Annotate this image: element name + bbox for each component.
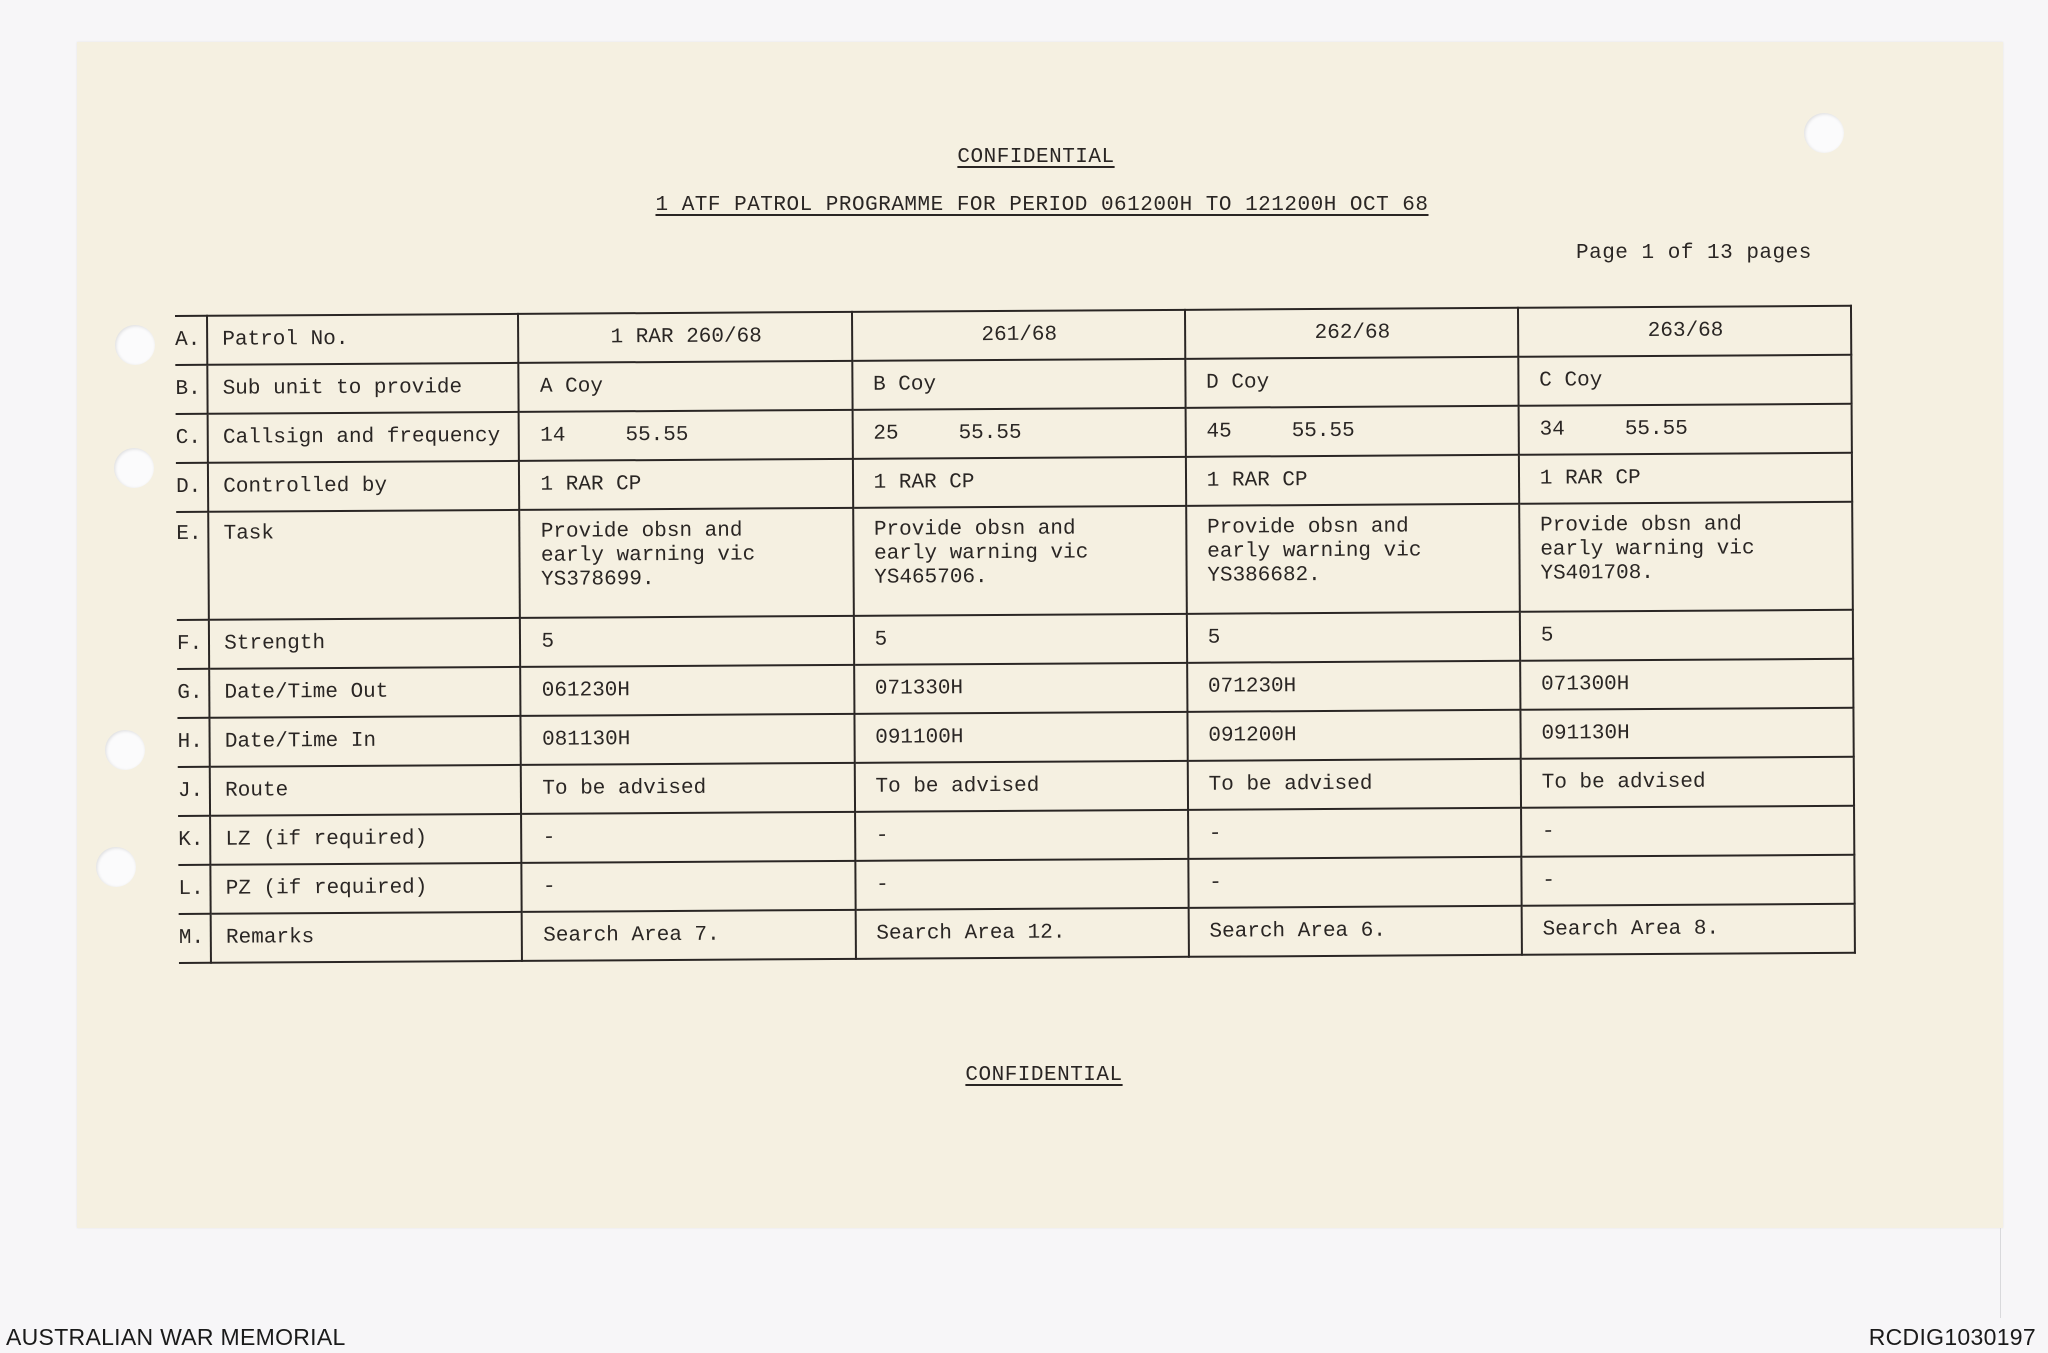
table-cell: To be advised (1521, 757, 1854, 808)
table-cell: 5 (1520, 610, 1853, 661)
table-cell: B Coy (852, 359, 1185, 410)
task-line: YS401708. (1540, 561, 1654, 586)
callsign-cell (519, 410, 852, 461)
callsign-cell (1185, 406, 1518, 457)
patrol-number: 1 RAR 260/68 (518, 312, 851, 363)
row-label: Date/Time Out (209, 667, 521, 718)
table-cell: C Coy (1518, 355, 1851, 406)
classification-top: CONFIDENTIAL (957, 146, 1115, 169)
punch-hole (105, 730, 145, 770)
callsign-cell (1518, 404, 1851, 455)
task-line: YS465706. (874, 566, 988, 590)
punch-hole (114, 448, 154, 488)
row-letter: B. (175, 365, 208, 414)
punch-hole (96, 847, 136, 887)
row-letter: M. (179, 914, 212, 963)
archive-id: RCDIG1030197 (1868, 1324, 2036, 1350)
scan-edge (2000, 1228, 2001, 1318)
row-letter: E. (176, 512, 209, 620)
row-label: Patrol No. (207, 314, 519, 365)
row-label: Strength (209, 618, 521, 669)
table-cell: - (1521, 855, 1854, 906)
row-letter: G. (177, 669, 210, 718)
row-label: PZ (if required) (211, 863, 523, 914)
table-cell: 5 (520, 616, 853, 667)
row-letter: D. (176, 463, 209, 512)
task-line: early warning vic (873, 541, 1089, 566)
table-row-task (176, 502, 1853, 620)
table-cell: 091100H (854, 712, 1187, 763)
task-line: early warning vic (540, 543, 756, 568)
table-row-remarks (179, 904, 1855, 963)
frequency: 55.55 (1291, 419, 1355, 444)
table-cell: - (1188, 857, 1521, 908)
table-cell: Search Area 7. (522, 910, 855, 961)
table-cell: 1 RAR CP (1186, 455, 1519, 506)
table-cell: - (855, 810, 1188, 861)
table-cell: To be advised (521, 763, 854, 814)
row-letter: C. (176, 414, 209, 463)
row-label: Sub unit to provide (208, 363, 520, 414)
row-label: Remarks (211, 912, 523, 963)
table-cell: 091130H (1520, 708, 1853, 759)
table-cell: To be advised (1187, 759, 1520, 810)
task-cell (520, 508, 854, 618)
table-cell: 071230H (1187, 661, 1520, 712)
frequency: 55.55 (958, 421, 1022, 446)
table-cell: - (522, 861, 855, 912)
punch-hole (1804, 113, 1844, 153)
task-line: Provide obsn and (873, 517, 1076, 542)
row-letter: F. (177, 620, 210, 669)
patrol-number: 261/68 (852, 310, 1185, 361)
table-cell: 1 RAR CP (852, 457, 1185, 508)
row-label: Controlled by (208, 461, 520, 512)
row-label: Route (210, 765, 522, 816)
row-label: Task (208, 510, 520, 620)
callsign: 34 (1539, 418, 1565, 442)
table-cell: 061230H (521, 665, 854, 716)
table-cell: To be advised (854, 761, 1187, 812)
table-cell: 5 (1187, 612, 1520, 663)
table-cell: 071330H (854, 663, 1187, 714)
table-cell: 1 RAR CP (519, 459, 852, 510)
table-cell: 5 (853, 614, 1186, 665)
table-cell: - (522, 812, 855, 863)
task-line: Provide obsn and (1206, 515, 1409, 540)
classification-bottom: CONFIDENTIAL (965, 1064, 1123, 1087)
table-cell: Search Area 6. (1188, 906, 1521, 957)
row-letter: L. (178, 865, 211, 914)
task-cell (853, 506, 1187, 616)
row-letter: J. (178, 767, 211, 816)
row-letter: K. (178, 816, 211, 865)
row-label: LZ (if required) (210, 814, 522, 865)
task-cell (1519, 502, 1853, 612)
patrol-number: 262/68 (1185, 308, 1518, 359)
callsign: 45 (1206, 420, 1232, 444)
table-cell: - (1188, 808, 1521, 859)
task-line: YS378699. (541, 568, 655, 592)
patrol-number: 263/68 (1518, 306, 1851, 357)
page-info: Page 1 of 13 pages (1576, 242, 1812, 265)
table-cell: A Coy (519, 361, 852, 412)
task-line: YS386682. (1207, 564, 1321, 588)
task-cell (1186, 504, 1520, 614)
archive-credit: AUSTRALIAN WAR MEMORIAL (6, 1324, 346, 1350)
patrol-programme-table (175, 305, 1856, 964)
row-label: Date/Time In (210, 716, 522, 767)
table-cell: 071300H (1520, 659, 1853, 710)
task-line: Provide obsn and (1540, 513, 1742, 538)
task-line: Provide obsn and (540, 519, 743, 544)
callsign: 25 (873, 422, 899, 446)
table-cell: 081130H (521, 714, 854, 765)
callsign-cell (852, 408, 1185, 459)
frequency: 55.55 (625, 423, 689, 448)
table-cell: 1 RAR CP (1519, 453, 1852, 504)
row-label: Callsign and frequency (208, 412, 520, 463)
callsign: 14 (540, 424, 566, 448)
row-letter: A. (175, 316, 208, 365)
table-cell: - (1521, 806, 1854, 857)
task-line: early warning vic (1540, 537, 1755, 562)
table-cell: D Coy (1185, 357, 1518, 408)
table-cell: Search Area 12. (855, 908, 1188, 959)
task-line: early warning vic (1207, 539, 1422, 564)
table-cell: 091200H (1187, 710, 1520, 761)
row-letter: H. (177, 718, 210, 767)
document-title: 1 ATF PATROL PROGRAMME FOR PERIOD 061200H TO 121200H OCT 68 (655, 194, 1429, 217)
frequency: 55.55 (1624, 417, 1688, 442)
punch-hole (115, 325, 155, 365)
table-cell: Search Area 8. (1521, 904, 1854, 955)
table-cell: - (855, 859, 1188, 910)
